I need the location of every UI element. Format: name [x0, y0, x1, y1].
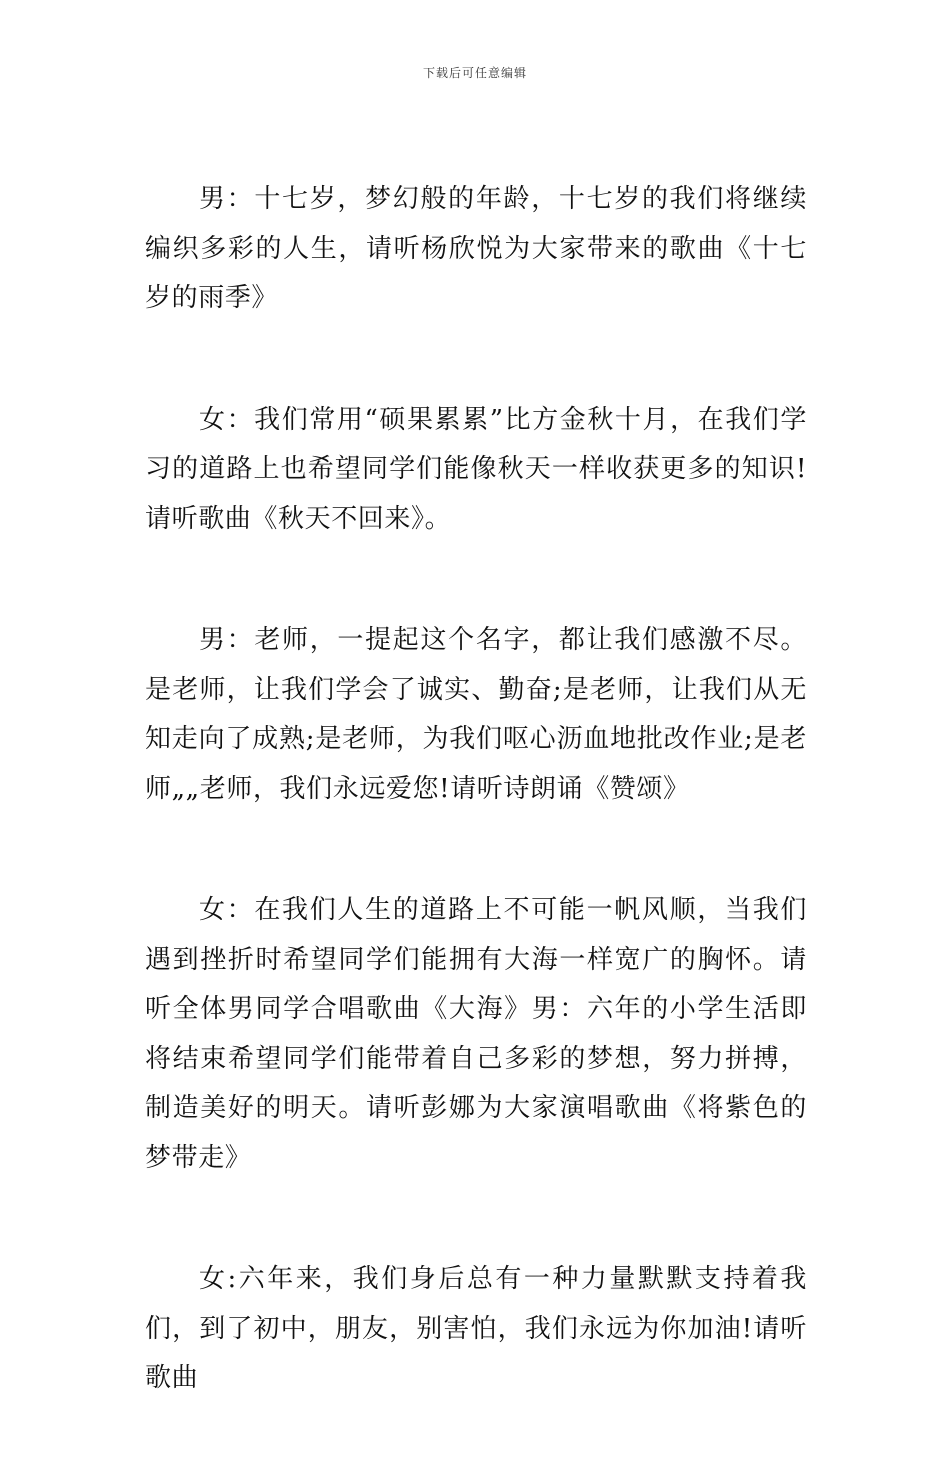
paragraph-2: 女：我们常用“硕果累累”比方金秋十月，在我们学习的道路上也希望同学们能像秋天一样收获更多的知识!请听歌曲《秋天不回来》。: [145, 404, 807, 534]
paragraph-1: 男：十七岁，梦幻般的年龄，十七岁的我们将继续编织多彩的人生，请听杨欣悦为大家带来的歌曲《十七岁的雨季》: [145, 184, 807, 313]
document-body: [145, 175, 807, 1476]
paragraph-4: 女：在我们人生的道路上不可能一帆风顺，当我们遇到挫折时希望同学们能拥有大海一样宽广的胸怀。请听全体男同学合唱歌曲《大海》男：六年的小学生活即将结束希望同学们能带着自己多彩的梦想，努力拼搏，制造美好的明天。请听彭娜为大家演唱歌曲《将紫色的梦带走》: [145, 895, 807, 1173]
paragraph-3: 男：老师，一提起这个名字，都让我们感激不尽。是老师，让我们学会了诚实、勤奋;是老师，让我们从无知走向了成熟;是老师，为我们呕心沥血地批改作业;是老师„„老师，我们永远爱您!请听诗朗诵《赞颂》: [145, 625, 807, 804]
paragraph-5: 女:六年来，我们身后总有一种力量默默支持着我们，到了初中，朋友，别害怕，我们永远为你加油!请听歌曲: [145, 1264, 807, 1393]
header-note: 下载后可任意编辑: [422, 66, 527, 80]
